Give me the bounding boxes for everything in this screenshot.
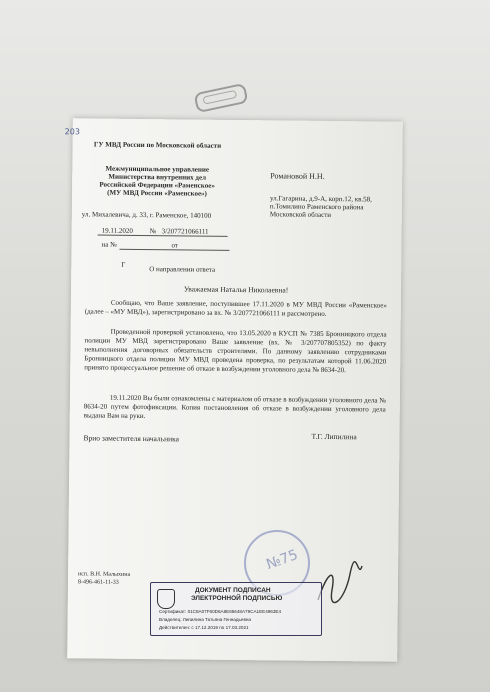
signer-name: Т.Г. Липилина: [311, 431, 357, 442]
incoming-num-label: на №: [101, 240, 117, 249]
signer-title: Врио заместителя начальника: [83, 433, 180, 444]
salutation: Уважаемая Наталья Николаевна!: [183, 284, 289, 295]
recipient-addr1: ул.Гагарина, д.9-А, корп.12, кв.58,: [269, 194, 372, 204]
recipient-addr2: п.Томилино Раменского района: [269, 202, 364, 212]
outgoing-underline: [98, 235, 228, 237]
outgoing-date: 19.11.2020: [101, 226, 133, 235]
electronic-signature-stamp: [150, 582, 322, 636]
recipient-name: Романовой Н.Н.: [270, 171, 325, 181]
sender-line1: ГУ МВД России по Московской области: [93, 140, 222, 150]
paragraph-1: Сообщаю, что Ваше заявление, поступившее 17.11.2020 в МУ МВД России «Раменское» (далее – «МУ МВД»), зарегистрировано за вх. № 3/207721066111 и рассмотрено.: [84, 298, 387, 318]
recipient-addr3: Московской области: [269, 210, 332, 219]
sender-line3: Министерства внутренних дел: [108, 172, 207, 182]
outgoing-number: 3/207721066111: [161, 227, 209, 236]
outgoing-num-label: №: [149, 227, 157, 236]
ref-mark: Г: [121, 260, 126, 269]
sender-line4: Российской Федерации «Раменское»: [99, 180, 215, 190]
paragraph-2: Проведенной проверкой установлено, что 13.05.2020 в КУСП № 7385 Бронницкого отдела полиции МУ МВД зарегистрировано Ваше заявление (вх. № 3/207707805352) по факту невыполнения договорных обязательств строителями. По данному заявлению сотрудниками Бронницкого отдела полиции МУ МВД проведена проверка, по результатам которой 11.06.2020 принято процессуальное решение об отказе в возбуждении уголовного дела № 8634-20.: [84, 327, 387, 375]
paragraph-3: 19.11.2020 Вы были ознакомлены с материалом об отказе в возбуждении уголовного дела № 8634-20 путем фотофиксации. Копия постановления об отказе в возбуждении уголовного дела выдана Вам на руки.: [83, 393, 386, 421]
executor-name: исп. В.Н. Малыхина: [78, 571, 131, 578]
ecp-certificate: Сертификат: 01C8A07F60D6A8E65648A79CA1EE4963E4: [159, 609, 282, 614]
incoming-underline: [119, 249, 229, 251]
ref-subject: О направлении ответа: [149, 265, 216, 274]
corner-handwritten-mark: 203: [64, 127, 81, 137]
ecp-owner: Владелец: Липилина Татьяна Геннадьевна: [159, 617, 251, 622]
executor-phone: 8-496-461-11-33: [77, 579, 119, 586]
sender-address: ул. Михалевича, д. 33, г. Раменское, 140100: [81, 210, 212, 220]
sender-line5: (МУ МВД России «Раменское»): [107, 188, 207, 198]
coat-of-arms-icon: [157, 589, 175, 609]
ecp-title1: ДОКУМЕНТ ПОДПИСАН: [195, 587, 271, 594]
round-stamp-number: №75: [264, 546, 301, 574]
ecp-title2: ЭЛЕКТРОННОЙ ПОДПИСЬЮ: [191, 595, 283, 602]
incoming-from-label: от: [171, 241, 179, 250]
ecp-validity: Действителен: с 17.12.2019 по 17.03.2021: [159, 625, 249, 630]
sender-line2: Межмуниципальное управление: [105, 164, 210, 174]
